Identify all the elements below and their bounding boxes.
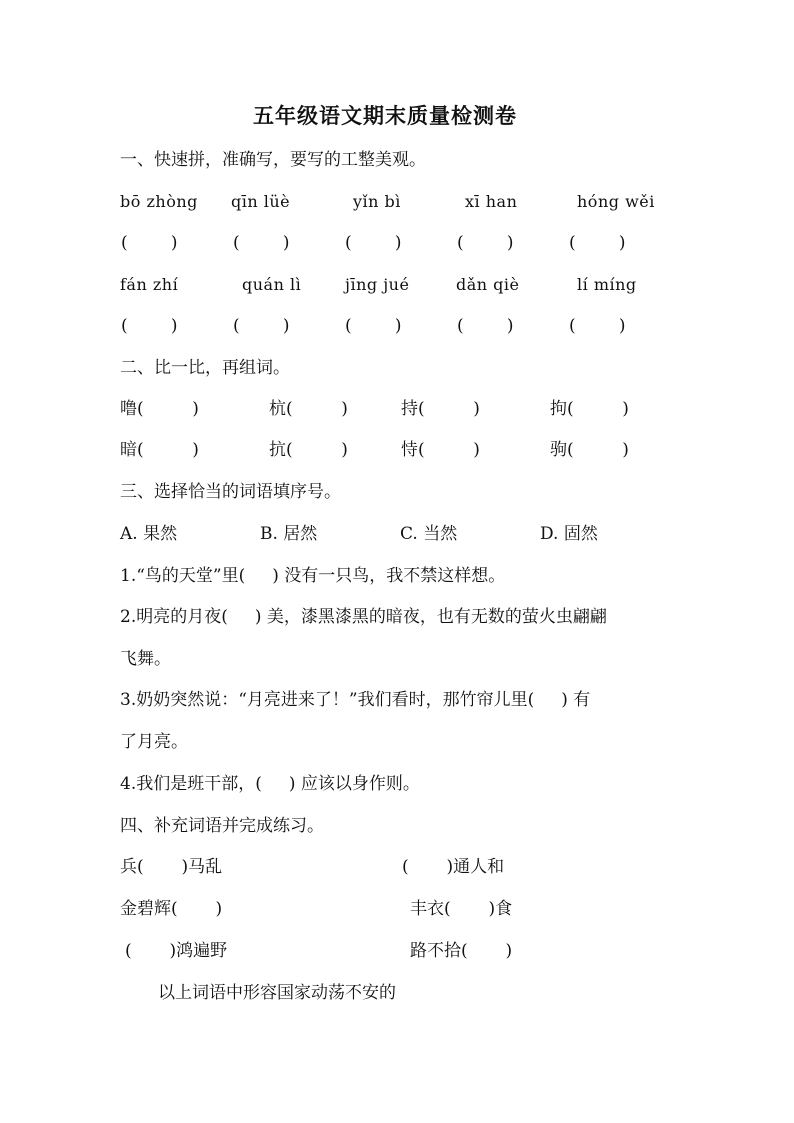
answer-blank[interactable]: ( ) bbox=[121, 233, 178, 253]
idiom-item[interactable]: 丰衣( )食 bbox=[410, 899, 513, 919]
compare-item[interactable]: 驹( ) bbox=[550, 440, 629, 460]
pinyin-7: quán lì bbox=[242, 275, 302, 294]
pinyin-8: jīng jué bbox=[345, 275, 410, 294]
idiom-item[interactable]: ( )通人和 bbox=[402, 857, 505, 877]
question-1[interactable]: 1.“鸟的天堂”里( ) 没有一只鸟，我不禁这样想。 bbox=[120, 566, 506, 586]
pinyin-10: lí míng bbox=[577, 275, 637, 294]
pinyin-4: xī han bbox=[465, 192, 518, 211]
compare-item[interactable]: 拘( ) bbox=[550, 399, 629, 419]
question-2[interactable]: 2.明亮的月夜( ) 美，漆黑漆黑的暗夜，也有无数的萤火虫翩翩 bbox=[120, 607, 607, 627]
idiom-item[interactable]: 兵( )马乱 bbox=[120, 857, 223, 877]
compare-item[interactable]: 噜( ) bbox=[120, 399, 199, 419]
option-d: D. 固然 bbox=[540, 524, 598, 544]
answer-blank[interactable]: ( ) bbox=[569, 233, 626, 253]
answer-blank[interactable]: ( ) bbox=[345, 233, 402, 253]
idiom-item[interactable]: 金碧辉( ) bbox=[120, 899, 223, 919]
pinyin-1: bō zhòng bbox=[120, 192, 198, 211]
page-title: 五年级语文期末质量检测卷 bbox=[253, 103, 517, 128]
pinyin-9: dǎn qiè bbox=[456, 275, 520, 294]
compare-item[interactable]: 抗( ) bbox=[269, 440, 348, 460]
option-b: B. 居然 bbox=[260, 524, 318, 544]
compare-item[interactable]: 恃( ) bbox=[401, 440, 480, 460]
question-2-continued: 飞舞。 bbox=[120, 649, 171, 669]
section-2-heading: 二、比一比，再组词。 bbox=[120, 358, 290, 378]
answer-blank[interactable]: ( ) bbox=[233, 316, 290, 336]
answer-blank[interactable]: ( ) bbox=[457, 233, 514, 253]
section-1-heading: 一、快速拼，准确写，要写的工整美观。 bbox=[120, 150, 426, 170]
pinyin-6: fán zhí bbox=[120, 275, 179, 294]
section-3-heading: 三、选择恰当的词语填序号。 bbox=[120, 482, 341, 502]
pinyin-5: hóng wěi bbox=[577, 192, 655, 211]
compare-item[interactable]: 杭( ) bbox=[269, 399, 348, 419]
answer-blank[interactable]: ( ) bbox=[233, 233, 290, 253]
section-4-heading: 四、补充词语并完成练习。 bbox=[120, 816, 324, 836]
idiom-item[interactable]: 路不拾( ) bbox=[410, 941, 513, 961]
answer-blank[interactable]: ( ) bbox=[457, 316, 514, 336]
idiom-item[interactable]: ( )鸿遍野 bbox=[125, 941, 228, 961]
compare-item[interactable]: 暗( ) bbox=[120, 440, 199, 460]
pinyin-3: yǐn bì bbox=[353, 192, 401, 211]
question-3-continued: 了月亮。 bbox=[120, 732, 188, 752]
question-3[interactable]: 3.奶奶突然说：“月亮进来了！”我们看时，那竹帘儿里( ) 有 bbox=[120, 690, 591, 710]
option-a: A. 果然 bbox=[120, 524, 178, 544]
option-c: C. 当然 bbox=[400, 524, 458, 544]
section-4-note: 以上词语中形容国家动荡不安的 bbox=[158, 983, 396, 1003]
answer-blank[interactable]: ( ) bbox=[345, 316, 402, 336]
question-4[interactable]: 4.我们是班干部，( ) 应该以身作则。 bbox=[120, 774, 420, 794]
answer-blank[interactable]: ( ) bbox=[569, 316, 626, 336]
pinyin-2: qīn lüè bbox=[231, 192, 291, 211]
compare-item[interactable]: 持( ) bbox=[401, 399, 480, 419]
answer-blank[interactable]: ( ) bbox=[121, 316, 178, 336]
